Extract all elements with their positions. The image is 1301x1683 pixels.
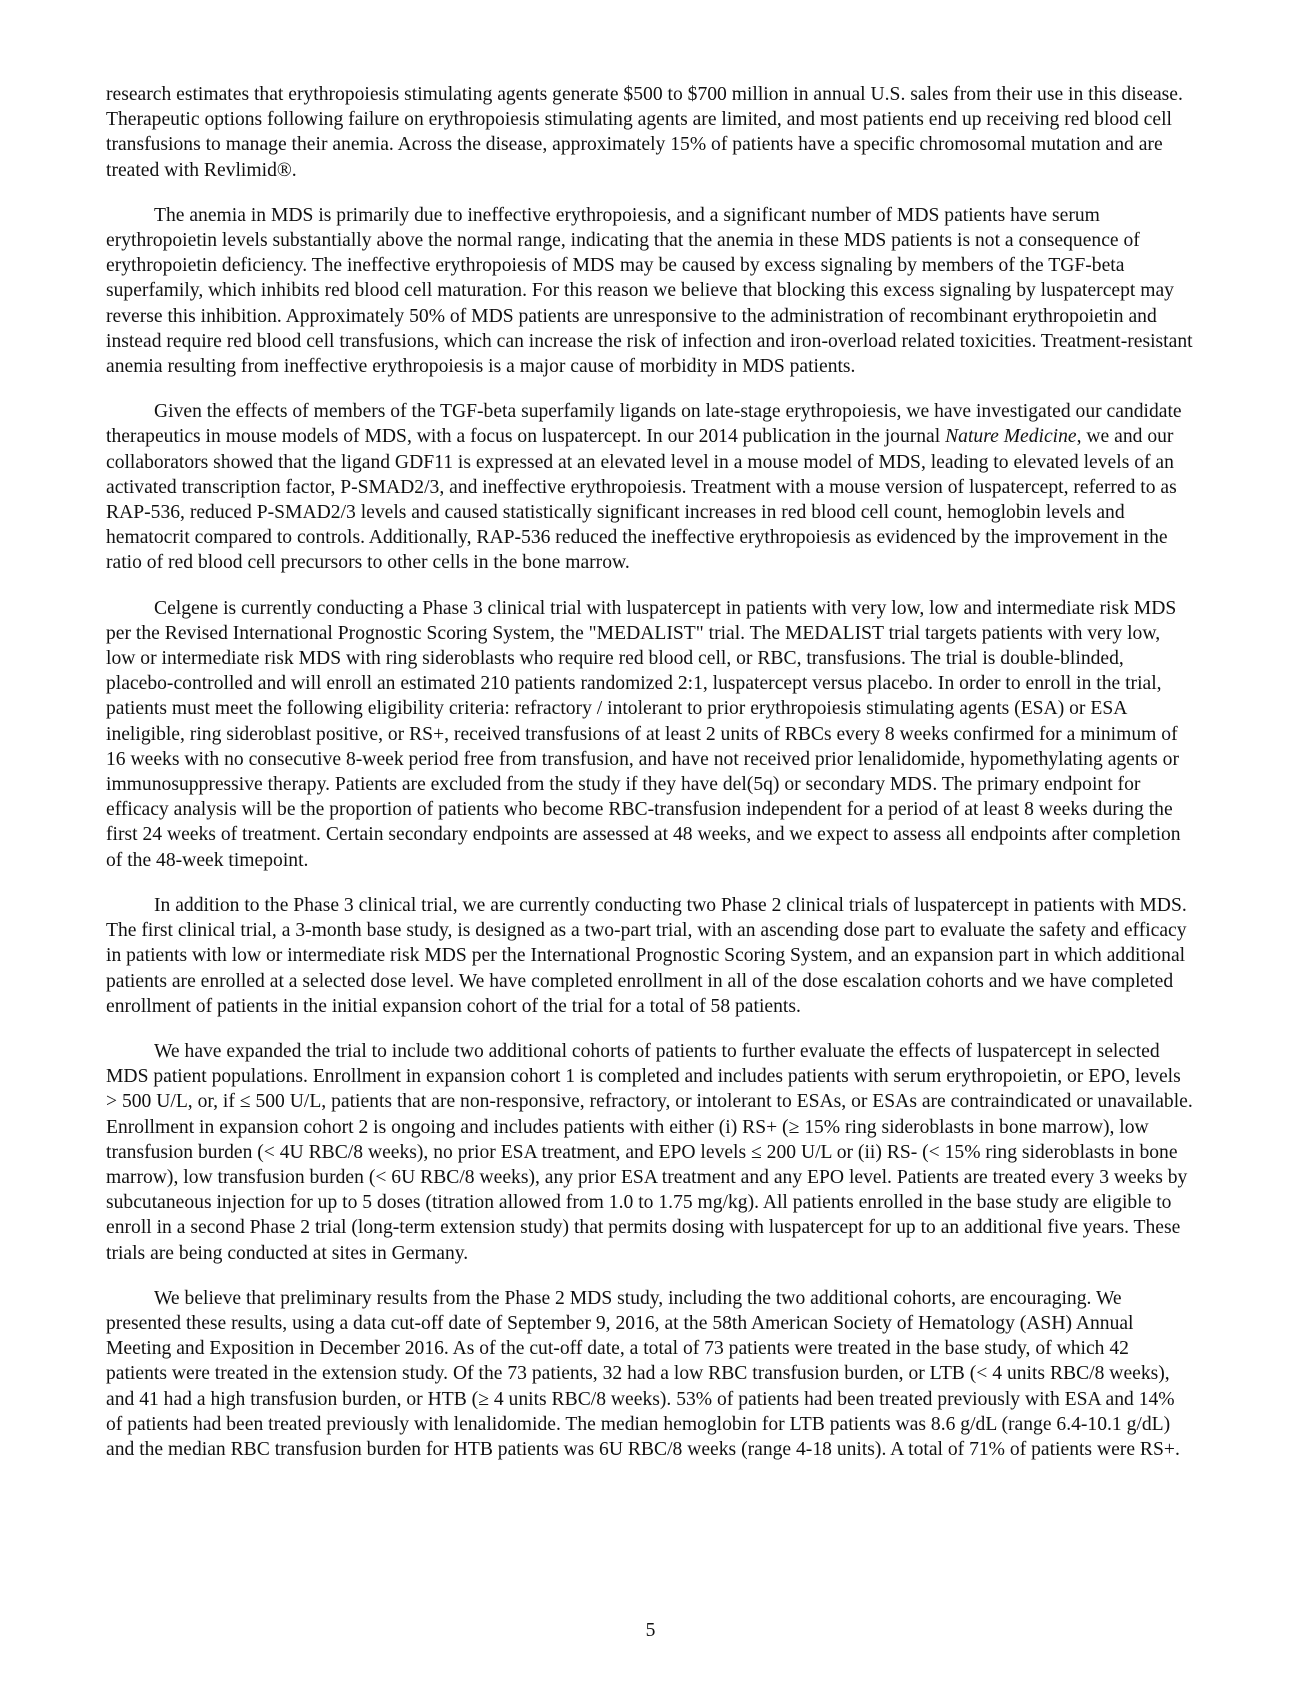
mouse-models-text-start: Given the effects of members of the TGF-beta superfamily ligands on late-stage erythropoiesis, we have investigated our candidate therapeutics in mouse models of MDS, with a focus on luspatercept. In our 2014 publication in the journal [106, 401, 1182, 448]
paragraph-esa-sales: research estimates that erythropoiesis stimulating agents generate $500 to $700 million in annual U.S. sales from their use in this disease. Therapeutic options following failure on erythropoiesis stimulating agents are limited, and most patients end up receiving red blood cell transfusions to manage their anemia. Across the disease, approximately 15% of patients have a specific chromosomal mutation and are treated with Revlimid®. [106, 84, 1183, 181]
paragraph-anemia-in-mds: The anemia in MDS is primarily due to ineffective erythropoiesis, and a significant number of MDS patients have serum erythropoietin levels substantially above the normal range, indicating that the anemia in these MDS patients is not a consequence of erythropoietin deficiency. The ineffective erythropoiesis of MDS may be caused by excess signaling by members of the TGF-beta superfamily, which inhibits red blood cell maturation. For this reason we believe that blocking this excess signaling by luspatercept may reverse this inhibition. Approximately 50% of MDS patients are unresponsive to the administration of recombinant erythropoietin and instead require red blood cell transfusions, which can increase the risk of infection and iron-overload related toxicities. Treatment-resistant anemia resulting from ineffective erythropoiesis is a major cause of morbidity in MDS patients. [106, 204, 1193, 378]
page-number: 5 [645, 1620, 656, 1641]
paragraph-expansion-cohorts: We have expanded the trial to include two additional cohorts of patients to further evaluate the effects of luspatercept in selected MDS patient populations. Enrollment in expansion cohort 1 is completed and includes patients with serum erythropoietin, or EPO, levels > 500 U/L, or, if ≤ 500 U/L, patients that are non-responsive, refractory, or intolerant to ESAs, or ESAs are contraindicated or unavailable. Enrollment in expansion cohort 2 is ongoing and includes patients with either (i) RS+ (≥ 15% ring sideroblasts in bone marrow), low transfusion burden (< 4U RBC/8 weeks), no prior ESA treatment, and EPO levels ≤ 200 U/L or (ii) RS- (< 15% ring sideroblasts in bone marrow), low transfusion burden (< 6U RBC/8 weeks), any prior ESA treatment and any EPO level. Patients are treated every 3 weeks by subcutaneous injection for up to 5 doses (titration allowed from 1.0 to 1.75 mg/kg). All patients enrolled in the base study are eligible to enroll in a second Phase 2 trial (long-term extension study) that permits dosing with luspatercept for up to an additional five years. These trials are being conducted at sites in Germany. [106, 1040, 1193, 1264]
paragraph-mouse-models [106, 399, 1194, 575]
paragraph-phase2-trials: In addition to the Phase 3 clinical trial, we are currently conducting two Phase 2 clinical trials of luspatercept in patients with MDS. The first clinical trial, a 3-month base study, is designed as a two-part trial, with an ascending dose part to evaluate the safety and efficacy in patients with low or intermediate risk MDS per the International Prognostic Scoring System, and an expansion part in which additional patients are enrolled at a selected dose level. We have completed enrollment in all of the dose escalation cohorts and we have completed enrollment of patients in the initial expansion cohort of the trial for a total of 58 patients. [106, 894, 1187, 1017]
paragraph-medalist-trial: Celgene is currently conducting a Phase 3 clinical trial with luspatercept in patients with very low, low and intermediate risk MDS per the Revised International Prognostic Scoring System, the "MEDALIST" trial. The MEDALIST trial targets patients with very low, low or intermediate risk MDS with ring sideroblasts who require red blood cell, or RBC, transfusions. The trial is double-blinded, placebo-controlled and will enroll an estimated 210 patients randomized 2:1, luspatercept versus placebo. In order to enroll in the trial, patients must meet the following eligibility criteria: refractory / intolerant to prior erythropoiesis stimulating agents (ESA) or ESA ineligible, ring sideroblast positive, or RS+, received transfusions of at least 2 units of RBCs every 8 weeks confirmed for a minimum of 16 weeks with no consecutive 8-week period free from transfusion, and have not received prior lenalidomide, hypomethylating agents or immunosuppressive therapy. Patients are excluded from the study if they have del(5q) or secondary MDS. The primary endpoint for efficacy analysis will be the proportion of patients who become RBC-transfusion independent for a period of at least 8 weeks during the first 24 weeks of treatment. Certain secondary endpoints are assessed at 48 weeks, and we expect to assess all endpoints after completion of the 48-week timepoint. [106, 597, 1181, 871]
journal-title-italic: Nature Medicine [945, 426, 1077, 448]
mouse-models-text-end: , we and our collaborators showed that the ligand GDF11 is expressed at an elevated level in a mouse model of MDS, leading to elevated levels of an activated transcription factor, P-SMAD2/3, and ineffective erythropoiesis. Treatment with a mouse version of luspatercept, referred to as RAP-536, reduced P-SMAD2/3 levels and caused statistically significant increases in red blood cell count, hemoglobin levels and hematocrit compared to controls. Additionally, RAP-536 reduced the ineffective erythropoiesis as evidenced by the improvement in the ratio of red blood cell precursors to other cells in the bone marrow. [106, 426, 1177, 574]
paragraph-preliminary-results: We believe that preliminary results from the Phase 2 MDS study, including the two additional cohorts, are encouraging. We presented these results, using a data cut-off date of September 9, 2016, at the 58th American Society of Hematology (ASH) Annual Meeting and Exposition in December 2016. As of the cut-off date, a total of 73 patients were treated in the base study, of which 42 patients were treated in the extension study. Of the 73 patients, 32 had a low RBC transfusion burden, or LTB (< 4 units RBC/8 weeks), and 41 had a high transfusion burden, or HTB (≥ 4 units RBC/8 weeks). 53% of patients had been treated previously with ESA and 14% of patients had been treated previously with lenalidomide. The median hemoglobin for LTB patients was 8.6 g/dL (range 6.4-10.1 g/dL) and the median RBC transfusion burden for HTB patients was 6U RBC/8 weeks (range 4-18 units). A total of 71% of patients were RS+. [106, 1287, 1180, 1460]
document-body [106, 82, 1194, 1482]
